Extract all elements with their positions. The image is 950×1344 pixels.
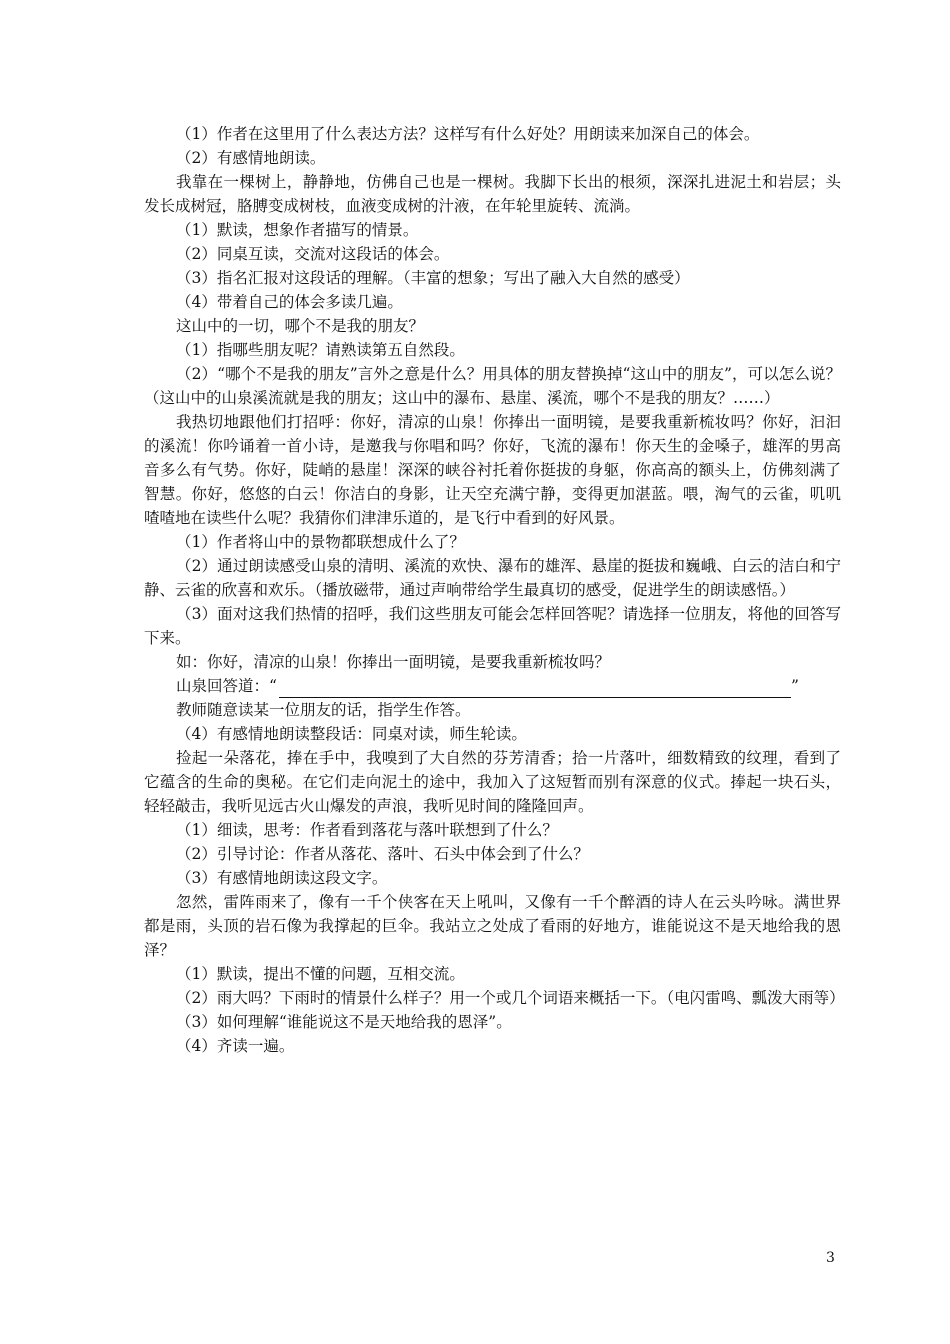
question-line: （2）同桌互读，交流对这段话的体会。	[176, 245, 450, 263]
text-paragraph: 这山中的一切，哪个不是我的朋友？	[176, 317, 425, 335]
question-line: （1）指哪些朋友呢？请熟读第五自然段。	[176, 341, 465, 359]
page-number: 3	[826, 1250, 835, 1266]
question-line: （3）如何理解“谁能说这不是天地给我的恩泽”。	[176, 1013, 512, 1031]
question-line: （3）面对这我们热情的招呼，我们这些朋友可能会怎样回答呢？请选择一位朋友，将他的回答写下来。	[144, 605, 841, 647]
example-line: 如：你好，清凉的山泉！你捧出一面明镜，是要我重新梳妆吗？	[176, 653, 611, 671]
question-line: （1）作者在这里用了什么表达方法？这样写有什么好处？用朗读来加深自己的体会。	[176, 125, 760, 143]
question-line: （2）有感情地朗读。	[176, 149, 326, 167]
answer-line	[144, 674, 841, 698]
text-paragraph: 我靠在一棵树上，静静地，仿佛自己也是一棵树。我脚下长出的根须，深深扎进泥土和岩层；头发长成树冠，胳膊变成树枝，血液变成树的汁液，在年轮里旋转、流淌。	[144, 173, 841, 215]
question-line: （3）有感情地朗读这段文字。	[176, 869, 388, 887]
answer-prefix: 山泉回答道：“	[176, 677, 277, 695]
question-line: （4）带着自己的体会多读几遍。	[176, 293, 403, 311]
question-line: （1）默读，提出不懂的问题，互相交流。	[176, 965, 465, 983]
question-line: （4）有感情地朗读整段话：同桌对读，师生轮读。	[176, 725, 527, 743]
question-line: （2）雨大吗？下雨时的情景什么样子？用一个或几个词语来概括一下。（电闪雷鸣、瓢泼大雨等）	[176, 989, 845, 1007]
question-line: （1）默读，想象作者描写的情景。	[176, 221, 419, 239]
document-body	[144, 122, 845, 1058]
question-line: （2）“哪个不是我的朋友”言外之意是什么？用具体的朋友替换掉“这山中的朋友”，可以怎么说？（这山中的山泉溪流就是我的朋友；这山中的瀑布、悬崖、溪流，哪个不是我的朋友？……）	[144, 365, 841, 407]
text-paragraph: 捡起一朵落花，捧在手中，我嗅到了大自然的芬芳清香；拾一片落叶，细数精致的纹理，看到了它蕴含的生命的奥秘。在它们走向泥土的途中，我加入了这短暂而别有深意的仪式。捧起一块石头，轻轻敲击，我听见远古火山爆发的声浪，我听见时间的隆隆回声。	[144, 749, 841, 815]
question-line: （1）作者将山中的景物都联想成什么了？	[176, 533, 465, 551]
instruction-line: 教师随意读某一位朋友的话，指学生作答。	[176, 701, 471, 719]
answer-suffix: ”	[790, 677, 799, 695]
text-paragraph: 忽然，雷阵雨来了，像有一千个侠客在天上吼叫，又像有一千个醉酒的诗人在云头吟咏。满世界都是雨，头顶的岩石像为我撑起的巨伞。我站立之处成了看雨的好地方，谁能说这不是天地给我的恩泽？	[144, 893, 841, 959]
question-line: （2）通过朗读感受山泉的清明、溪流的欢快、瀑布的雄浑、悬崖的挺拔和巍峨、白云的洁白和宁静、云雀的欣喜和欢乐。（播放磁带，通过声响带给学生最真切的感受，促进学生的朗读感悟。）	[144, 557, 841, 599]
question-line: （2）引导讨论：作者从落花、落叶、石头中体会到了什么？	[176, 845, 589, 863]
question-line: （1）细读，思考：作者看到落花与落叶联想到了什么？	[176, 821, 558, 839]
answer-blank[interactable]	[279, 681, 791, 698]
question-line: （4）齐读一遍。	[176, 1037, 295, 1055]
text-paragraph: 我热切地跟他们打招呼：你好，清凉的山泉！你捧出一面明镜，是要我重新梳妆吗？你好，汩汩的溪流！你吟诵着一首小诗，是邀我与你唱和吗？你好，飞流的瀑布！你天生的金嗓子，雄浑的男高音多么有气势。你好，陡峭的悬崖！深深的峡谷衬托着你挺拔的身躯，你高高的额头上，仿佛刻满了智慧。你好，悠悠的白云！你洁白的身影，让天空充满宁静，变得更加湛蓝。喂，淘气的云雀，叽叽喳喳地在读些什么呢？我猜你们津津乐道的，是飞行中看到的好风景。	[144, 413, 841, 527]
question-line: （3）指名汇报对这段话的理解。（丰富的想象；写出了融入大自然的感受）	[176, 269, 690, 287]
